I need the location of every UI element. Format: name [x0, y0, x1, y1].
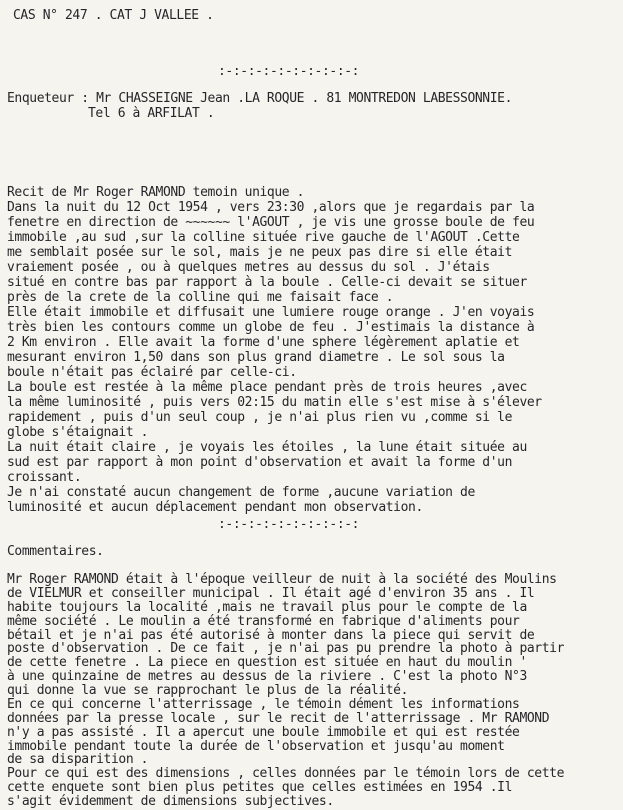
- recit-line: mesurant environ 1,50 dans son plus grand diametre . Le sol sous la: [7, 350, 505, 365]
- recit-line: la même luminosité , puis vers 02:15 du matin elle s'est mise à s'élever: [7, 395, 542, 410]
- comment-line: bétail et je n'ai pas été autorisé à monter dans la piece qui servit de: [7, 627, 535, 643]
- recit-line: Recit de Mr Roger RAMOND temoin unique .: [7, 185, 305, 200]
- recit-line: croissant.: [7, 470, 82, 485]
- comment-line: poste d'observation . De ce fait , je n'ai pas pu prendre la photo à partir: [7, 641, 564, 657]
- case-header: CAS N° 247 . CAT J VALLEE .: [13, 8, 214, 23]
- recit-line: La nuit était claire , je voyais les étoiles , la lune était située au: [7, 440, 527, 455]
- recit-line: Elle était immobile et diffusait une lumiere rouge orange . J'en voyais: [7, 305, 535, 320]
- comment-line: cette enquete sont bien plus petites que celles estimées en 1954 .Il: [7, 780, 513, 796]
- comment-line: données par la presse locale , sur le recit de l'atterrissage . Mr RAMOND: [7, 710, 550, 726]
- comment-line: Mr Roger RAMOND était à l'époque veilleur de nuit à la société des Moulins: [7, 572, 557, 587]
- recit-line: Dans la nuit du 12 Oct 1954 , vers 23:30 ,alors que je regardais par la: [7, 200, 535, 215]
- recit-line: près de la crete de la colline qui me faisait face .: [7, 290, 394, 305]
- recit-line: vraiement posée , ou à quelques metres au dessus du sol . J'étais: [7, 260, 490, 275]
- comment-line: qui donne la vue se rapprochant le plus de la réalité.: [7, 683, 409, 698]
- comment-line: n'y a pas assisté . Il a apercut une boule immobile et qui est restée: [7, 724, 520, 740]
- recit-line: La boule est restée à la même place pendant près de trois heures ,avec: [7, 380, 527, 395]
- comments-title: Commentaires.: [7, 544, 104, 559]
- separator-middle: :-:-:-:-:-:-:-:-:-:: [218, 517, 360, 532]
- recit-line: fenetre en direction de ~~~~~~ l'AGOUT , je vis une grosse boule de feu: [7, 215, 535, 230]
- comment-line: de sa disparition .: [7, 752, 149, 768]
- comment-line: immobile pendant toute la durée de l'observation et jusqu'au moment: [7, 738, 505, 754]
- comment-line: Pour ce qui est des dimensions , celles données par le témoin lors de cette: [7, 766, 564, 782]
- recit-line: sud est par rapport à mon point d'observation et avait la forme d'un: [7, 455, 513, 470]
- recit-line: immobile ,au sud ,sur la colline située rive gauche de l'AGOUT .Cette: [7, 230, 520, 245]
- comment-line: habite toujours la localité ,mais ne travail plus pour le compte de la: [7, 599, 527, 615]
- investigator-phone: Tel 6 à ARFILAT .: [88, 106, 215, 121]
- comment-line: à une quinzaine de metres au dessus de la riviere . C'est la photo N°3: [7, 669, 527, 685]
- comment-line: En ce qui concerne l'atterrissage , le témoin dément les informations: [7, 696, 520, 712]
- recit-line: Je n'ai constaté aucun changement de forme ,aucune variation de: [7, 485, 475, 500]
- recit-line: boule n'était pas éclairé par celle-ci.: [7, 365, 297, 380]
- recit-line: très bien les contours comme un globe de feu . J'estimais la distance à: [7, 320, 535, 335]
- recit-line: luminosité et aucun déplacement pendant mon observation.: [7, 500, 423, 515]
- recit-line: globe s'étaignait .: [7, 425, 149, 440]
- comment-line: de VIELMUR et conseiller municipal . Il était agé d'environ 35 ans . Il: [7, 585, 535, 601]
- investigator-line: Enqueteur : Mr CHASSEIGNE Jean .LA ROQUE . 81 MONTREDON LABESSONNIE.: [7, 91, 513, 106]
- separator-top: :-:-:-:-:-:-:-:-:-:: [218, 64, 360, 79]
- recit-line: rapidement , puis d'un seul coup , je n'ai plus rien vu ,comme si le: [7, 410, 513, 425]
- comment-line: de cette fenetre . La piece en question est située en haut du moulin ': [7, 655, 527, 671]
- recit-line: me semblait posée sur le sol, mais je ne peux pas dire si elle était: [7, 245, 513, 260]
- recit-line: 2 Km environ . Elle avait la forme d'une sphere légèrement aplatie et: [7, 335, 520, 350]
- comment-line: s'agit évidemment de dimensions subjectives.: [7, 794, 334, 809]
- recit-line: situé en contre bas par rapport à la boule . Celle-ci devait se situer: [7, 275, 527, 290]
- comment-line: même société . Le moulin a été transformé en fabrique d'aliments pour: [7, 613, 520, 629]
